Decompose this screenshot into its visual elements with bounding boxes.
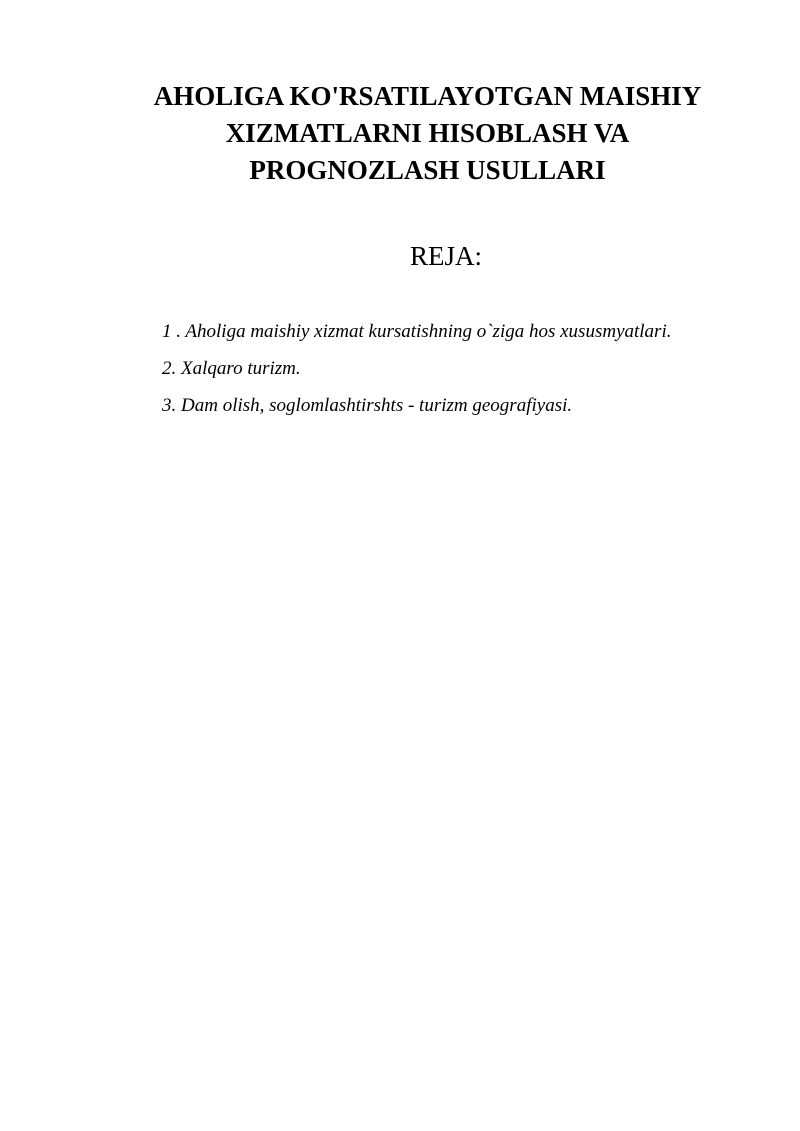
plan-list bbox=[162, 313, 671, 424]
title-line: AHOLIGA KO'RSATILAYOTGAN MAISHIY bbox=[153, 81, 702, 111]
title-line: XIZMATLARNI HISOBLASH VA bbox=[225, 118, 630, 148]
plan-heading: REJA: bbox=[410, 241, 483, 271]
plan-item: 1 . Aholiga maishiy xizmat kursatishning o`ziga hos xususmyatlari. bbox=[162, 321, 672, 342]
plan-item: 3. Dam olish, soglomlashtirshts - turizm geografiyasi. bbox=[162, 395, 573, 416]
document-title bbox=[105, 78, 750, 189]
title-line: PROGNOZLASH USULLARI bbox=[249, 155, 606, 185]
plan-item: 2. Xalqaro turizm. bbox=[162, 358, 301, 379]
